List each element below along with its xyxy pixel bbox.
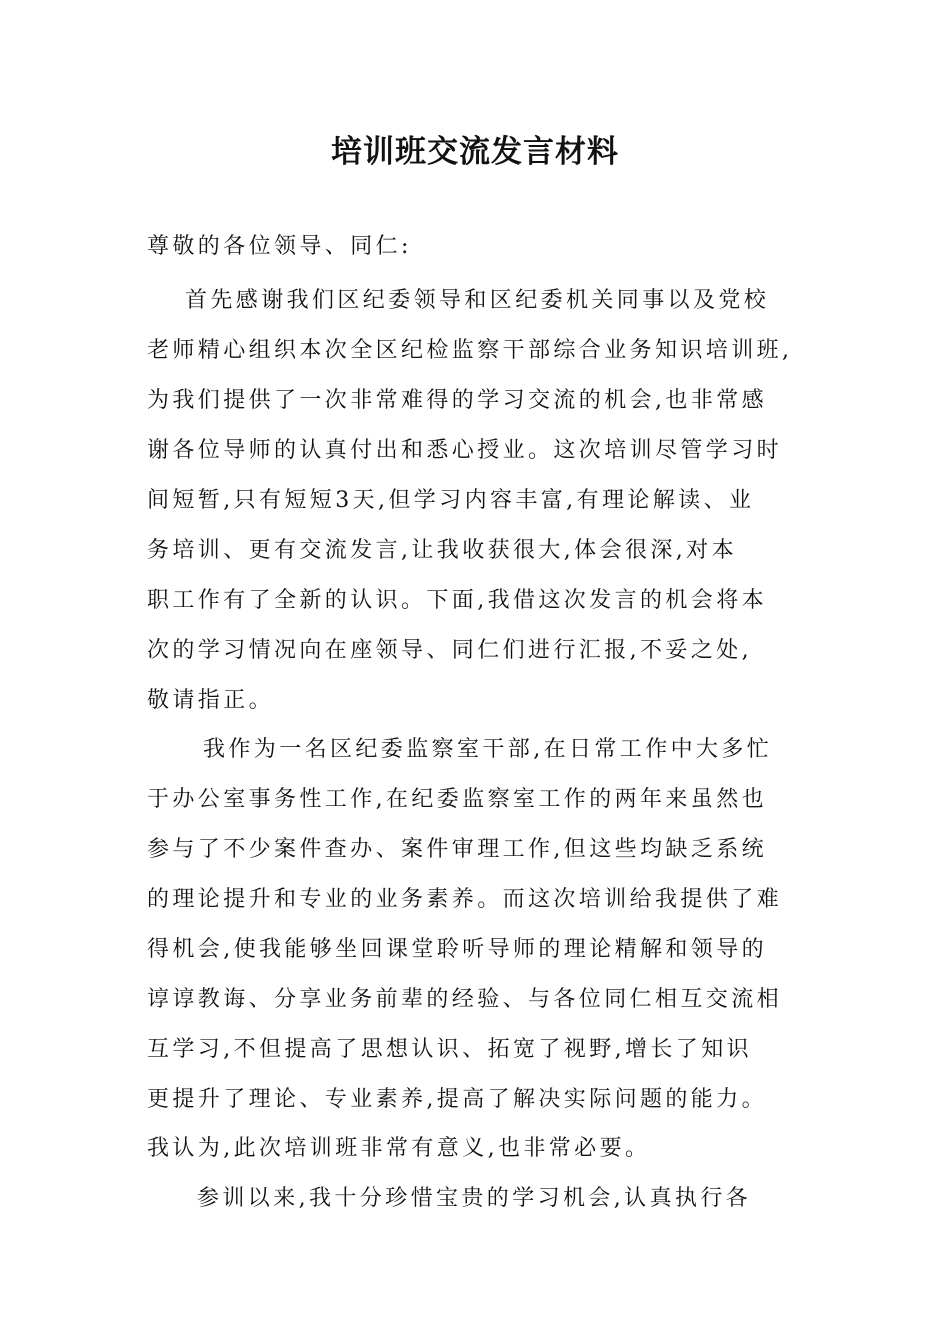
paragraph-1-line-7: 职工作有了全新的认识。下面,我借这次发言的机会将本 — [147, 588, 767, 613]
paragraph-3-line-1: 参训以来,我十分珍惜宝贵的学习机会,认真执行各 — [197, 1186, 752, 1211]
paragraph-1-line-2: 老师精心组织本次全区纪检监察干部综合业务知识培训班, — [147, 338, 793, 363]
paragraph-1-line-3: 为我们提供了一次非常难得的学习交流的机会,也非常感 — [147, 388, 767, 413]
document-title: 培训班交流发言材料 — [331, 134, 619, 170]
paragraph-1-line-6: 务培训、更有交流发言,让我收获很大,体会很深,对本 — [147, 538, 737, 563]
paragraph-1-line-1: 首先感谢我们区纪委领导和区纪委机关同事以及党校 — [185, 288, 770, 313]
paragraph-2-line-5: 得机会,使我能够坐回课堂聆听导师的理论精解和领导的 — [147, 937, 767, 962]
paragraph-2-line-6: 谆谆教诲、分享业务前辈的经验、与各位同仁相互交流相 — [147, 987, 783, 1012]
paragraph-1-line-9: 敬请指正。 — [147, 688, 275, 713]
paragraph-2-line-1: 我作为一名区纪委监察室干部,在日常工作中大多忙 — [203, 737, 773, 762]
paragraph-1-line-8: 次的学习情况向在座领导、同仁们进行汇报,不妥之处, — [147, 638, 752, 663]
paragraph-2-line-8: 更提升了理论、专业素养,提高了解决实际问题的能力。 — [147, 1087, 767, 1112]
paragraph-1-line-5: 间短暂,只有短短3天,但学习内容丰富,有理论解读、业 — [147, 488, 755, 513]
paragraph-2-line-7: 互学习,不但提高了思想认识、拓宽了视野,增长了知识 — [147, 1037, 752, 1062]
greeting: 尊敬的各位领导、同仁: — [147, 234, 412, 259]
paragraph-1-line-4: 谢各位导师的认真付出和悉心授业。这次培训尽管学习时 — [147, 438, 783, 463]
paragraph-2-line-9: 我认为,此次培训班非常有意义,也非常必要。 — [147, 1136, 651, 1161]
paragraph-2-line-4: 的理论提升和专业的业务素养。而这次培训给我提供了难 — [147, 887, 783, 912]
paragraph-2-line-2: 于办公室事务性工作,在纪委监察室工作的两年来虽然也 — [147, 787, 767, 812]
paragraph-2-line-3: 参与了不少案件查办、案件审理工作,但这些均缺乏系统 — [147, 837, 767, 862]
